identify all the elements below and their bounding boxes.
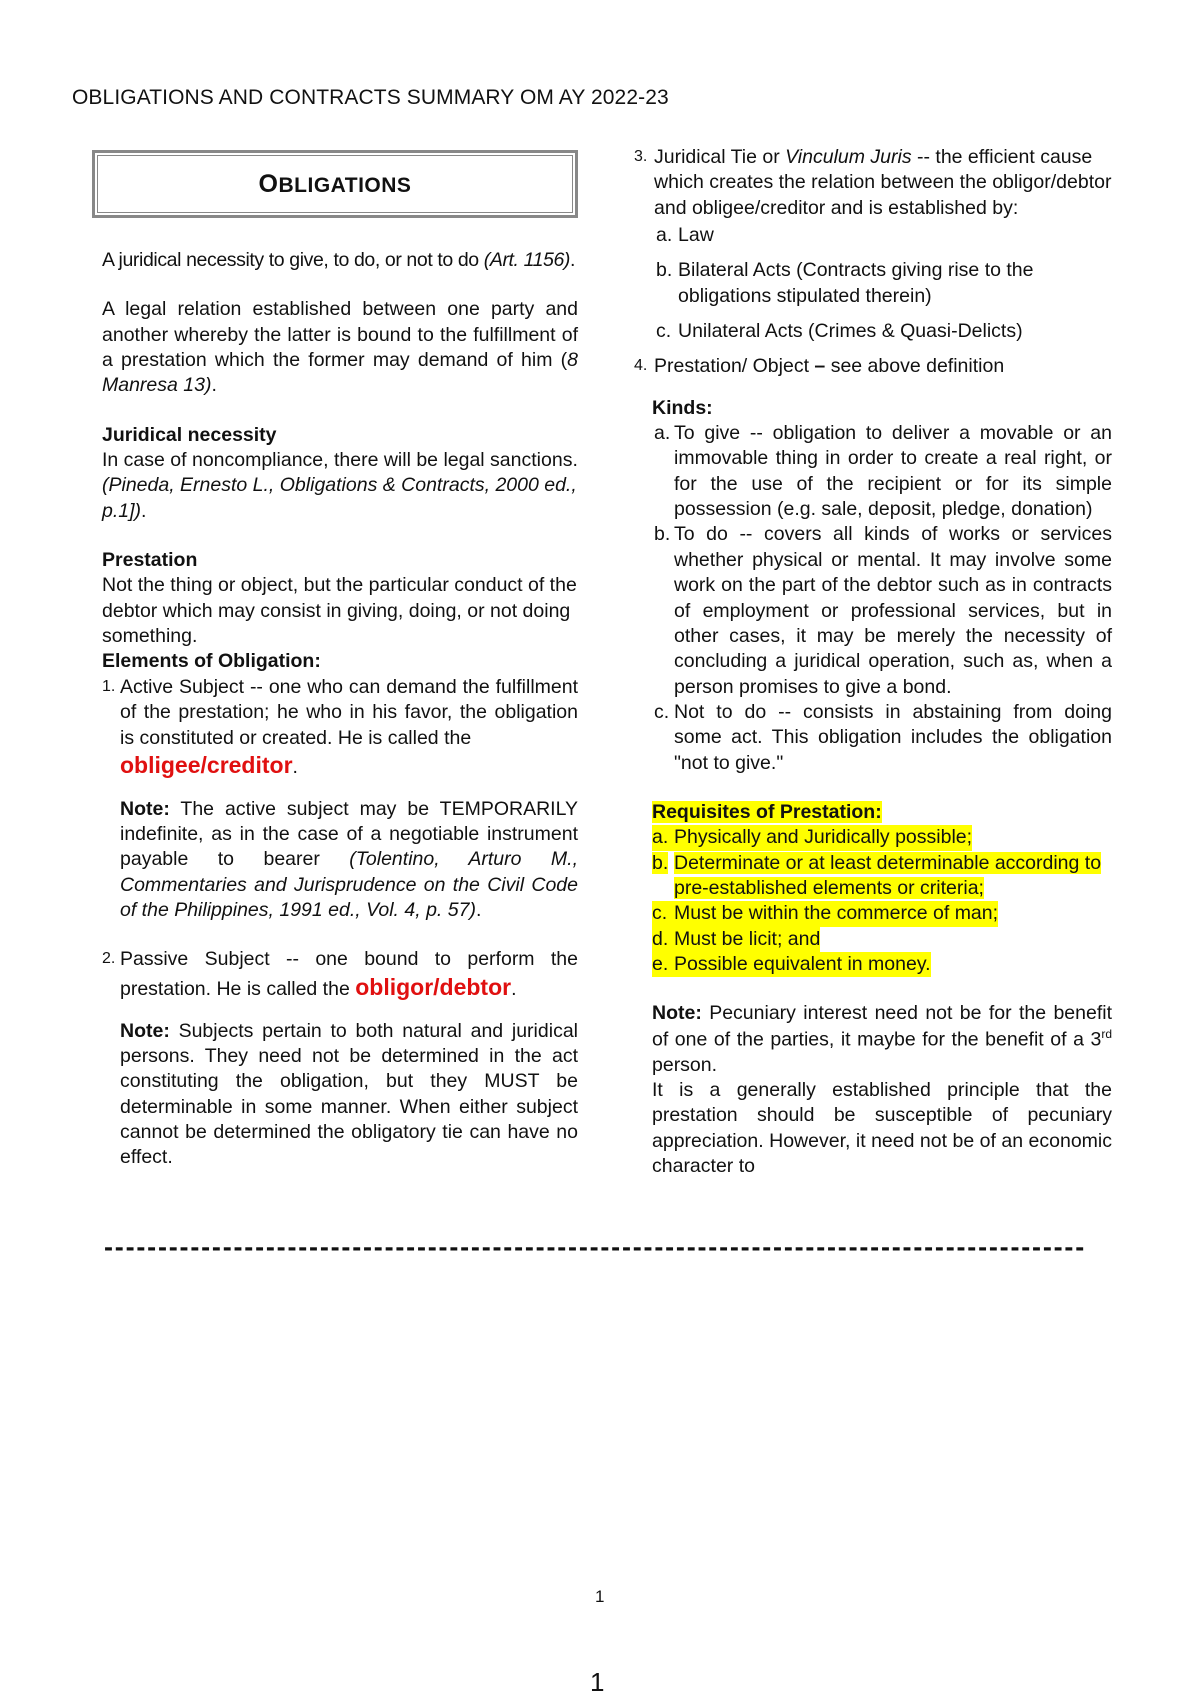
section-title [259,168,412,201]
right-column [634,145,1112,1179]
requisite-item: b. Determinate or at least determinable according to pre-established elements or criteria; [652,851,1102,899]
section-title-box [92,150,578,218]
note-pecuniary: Note: Pecuniary interest need not be for the benefit of one of the parties, it maybe for the benefit of a 3rd person. [652,1002,1112,1076]
requisite-item: e. Possible equivalent in money. [652,952,1112,977]
element-juridical-tie: 3. Juridical Tie or Vinculum Juris -- the efficient cause which creates the relation between the obligor/debtor and obligee/creditor and is established by: a. Law b. Bilateral Acts (Contracts giving rise to the obligations stipulated therein) c. Unilateral Acts (Crimes & Quasi-Delicts) [634,145,1112,344]
requisite-item: c. Must be within the commerce of man; [652,901,1112,926]
definition-2: A legal relation established between one party and another whereby the latter is bound to the fulfillment of a prestation which the former may demand of him (8 Manresa 13). [102,298,578,397]
list-number: 4. [634,357,648,375]
element-passive-subject: 2. Passive Subject -- one bound to perform the prestation. He is called the obligor/debtor. Note: Subjects pertain to both natural and juridical persons. They need not be determined in the act constituting the obligation, but they MUST be determinable in some manner. When either subject cannot be determined the obligatory tie can have no effect. [102,947,578,1170]
obligee-creditor-term: obligee/creditor [120,751,293,778]
requisites-heading: Requisites of Prestation: [652,800,882,823]
list-number: 1. [102,677,116,695]
elements-heading: Elements of Obligation: [102,650,321,673]
source-item: c. Unilateral Acts (Crimes & Quasi-Delicts) [656,320,1023,343]
section-title-rest: BLIGATIONS [278,173,412,197]
kinds-list [634,421,1112,776]
requisites-block [634,800,1112,977]
note-active-subject: Note: The active subject may be TEMPORARILY indefinite, as in the case of a negotiable instrument payable to bearer (Tolentino, Arturo M., Commentaries and Jurisprudence on the Civil Code of the Philippines, 1991 ed., Vol. 4, p. 57). [120,797,578,922]
prestation-text: Not the thing or object, but the particular conduct of the debtor which may consist in giving, doing, or not doing something. [102,574,577,648]
section-title-initial: O [258,169,279,198]
document-header: OBLIGATIONS AND CONTRACTS SUMMARY OM AY 2022-23 [72,86,669,109]
prestation-heading: Prestation [102,549,198,572]
requisite-item: a. Physically and Juridically possible; [652,825,1112,850]
source-item: a. Law [656,224,714,247]
obligor-debtor-term: obligor/debtor [355,973,512,1000]
kinds-heading: Kinds: [652,396,713,419]
element-prestation-object: 4. Prestation/ Object – see above definition [634,354,1112,379]
note-passive-subject: Note: Subjects pertain to both natural and juridical persons. They need not be determined in the act constituting the obligation, but they MUST be determinable in some manner. When either subject cannot be determined the obligatory tie can have no effect. [120,1019,578,1169]
pecuniary-paragraph: It is a generally established principle that the prestation should be susceptible of pecuniary appreciation. However, it need not be of an economic character to [652,1078,1112,1177]
page-number-footer: 1 [595,1587,605,1606]
element-active-subject: 1. Active Subject -- one who can demand the fulfillment of the prestation; he who in his favor, the obligation is constituted or created. He is called the obligee/creditor. Note: The active subject may be TEMPORARILY indefinite, as in the case of a negotiable instrument payable to bearer (Tolentino, Arturo M., Commentaries and Jurisprudence on the Civil Code of the Philippines, 1991 ed., Vol. 4, p. 57). [102,675,578,924]
juridical-necessity-text: In case of noncompliance, there will be legal sanctions. (Pineda, Ernesto L., Obligations & Contracts, 2000 ed., p.1]). [102,449,578,522]
page-number: 1 [590,1667,605,1697]
left-column [102,150,578,1171]
kind-item: b. To do -- covers all kinds of works or services whether physical or mental. It may involve some work on the part of the debtor such as in contracts of employment or professional services, but in other cases, it may be merely the necessity of concluding a juridical operation, such as, when a person promises to give a bond. [654,523,1112,698]
juridical-necessity-heading: Juridical necessity [102,423,277,446]
page-divider: ------------------------------------------------------------------------------------------- [104,1232,1086,1262]
kind-item: c. Not to do -- consists in abstaining from doing some act. This obligation includes the obligation "not to give." [654,700,1112,774]
requisite-item: d. Must be licit; and [652,927,1112,952]
source-item: b. Bilateral Acts (Contracts giving rise to the obligations stipulated therein) [656,259,1034,307]
list-number: 3. [634,148,648,165]
kind-item: a. To give -- obligation to deliver a movable or an immovable thing in order to create a real right, or for the use of the recipient or for its simple possession (e.g. sale, deposit, pledge, donation) [654,422,1112,521]
list-number: 2. [102,950,116,968]
definition-1: A juridical necessity to give, to do, or not to do (Art. 1156). [102,249,576,271]
